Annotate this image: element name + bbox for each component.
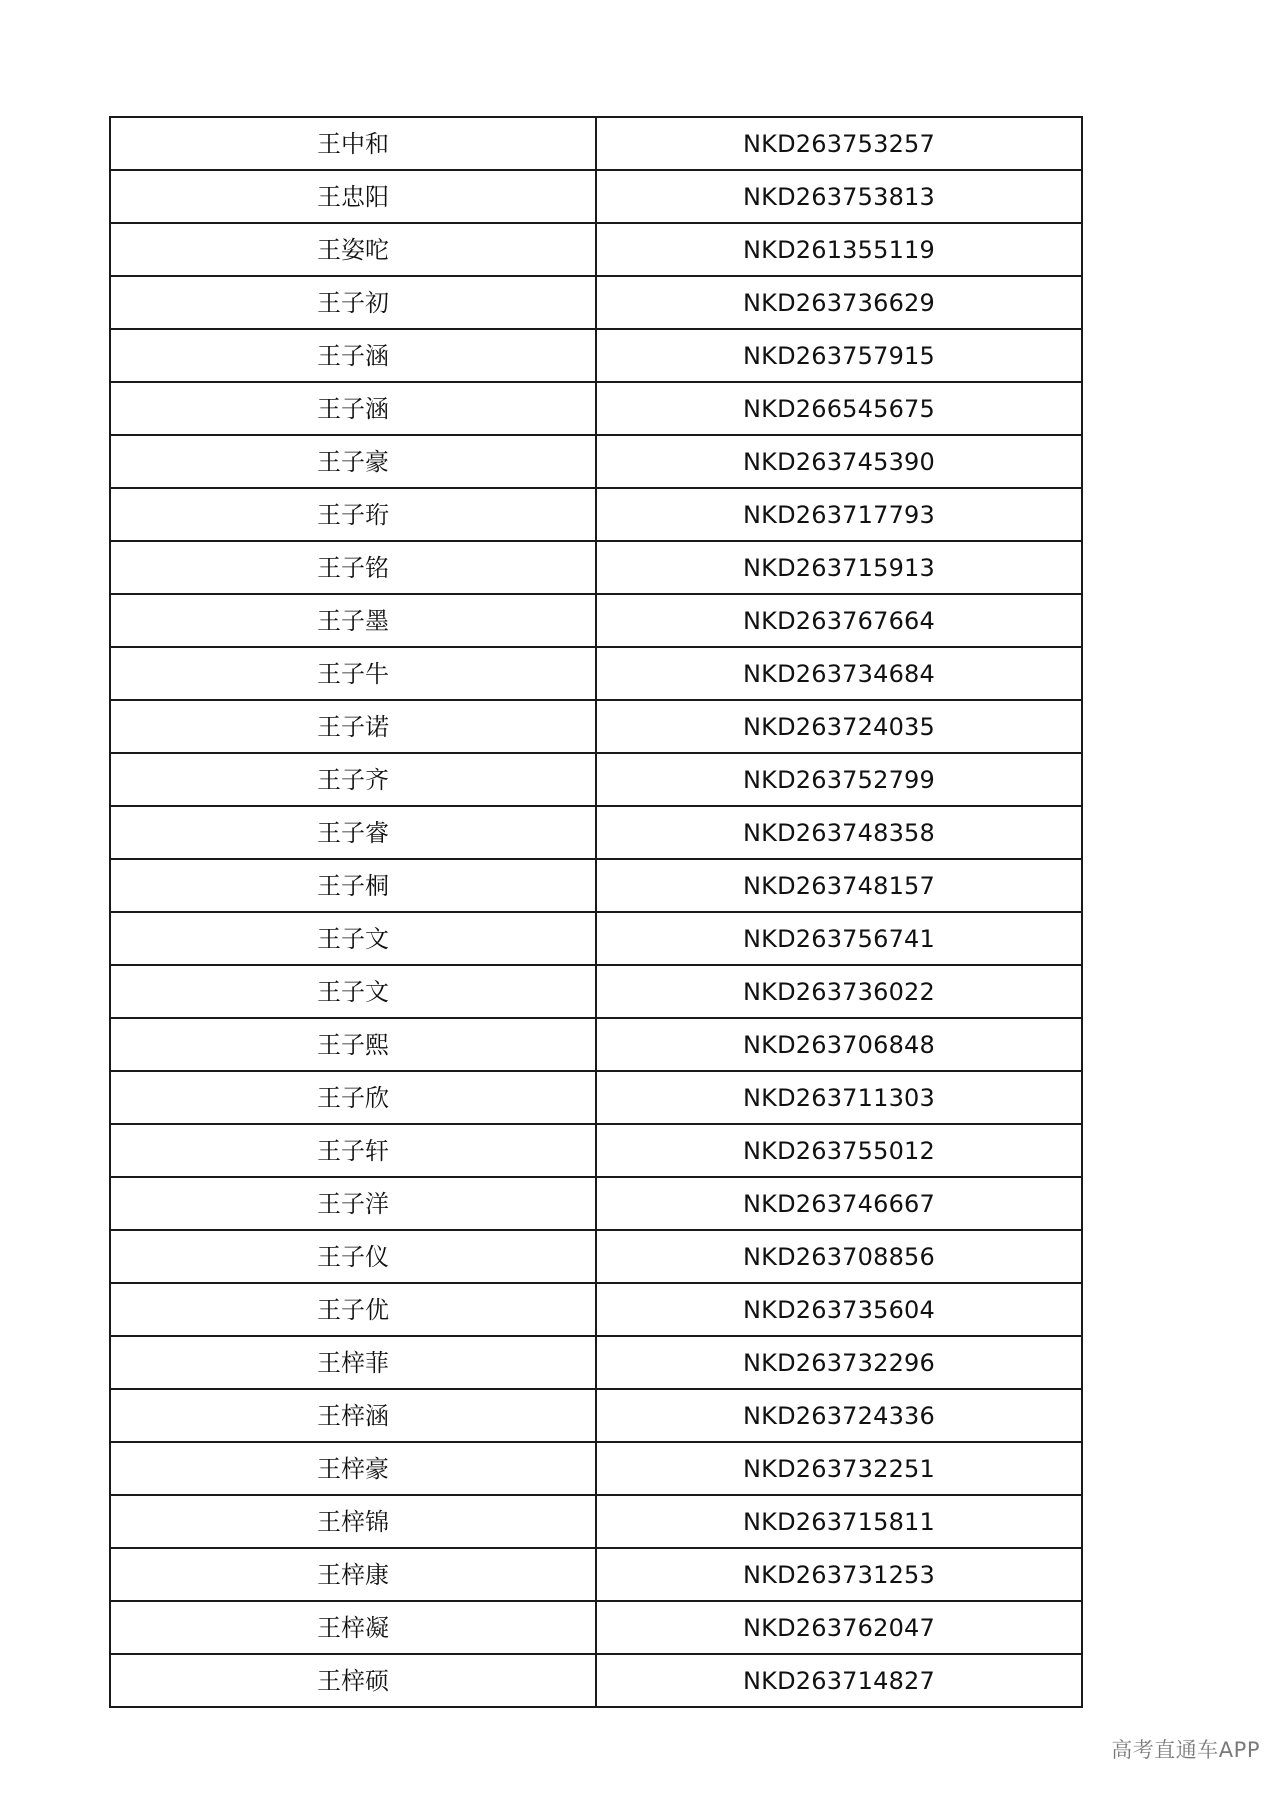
table-row bbox=[110, 329, 1082, 382]
name-cell: 王梓豪 bbox=[110, 1442, 596, 1495]
name-cell: 王子轩 bbox=[110, 1124, 596, 1177]
id-cell: NKD263708856 bbox=[596, 1230, 1082, 1283]
table-row bbox=[110, 912, 1082, 965]
id-cell: NKD263711303 bbox=[596, 1071, 1082, 1124]
id-cell: NKD263753257 bbox=[596, 117, 1082, 170]
name-cell: 王子桐 bbox=[110, 859, 596, 912]
id-cell: NKD263732251 bbox=[596, 1442, 1082, 1495]
name-cell: 王子豪 bbox=[110, 435, 596, 488]
table-row bbox=[110, 1654, 1082, 1707]
name-cell: 王子熙 bbox=[110, 1018, 596, 1071]
id-cell: NKD263748358 bbox=[596, 806, 1082, 859]
name-cell: 王梓锦 bbox=[110, 1495, 596, 1548]
id-cell: NKD263736022 bbox=[596, 965, 1082, 1018]
name-cell: 王梓菲 bbox=[110, 1336, 596, 1389]
id-cell: NKD263706848 bbox=[596, 1018, 1082, 1071]
id-cell: NKD263736629 bbox=[596, 276, 1082, 329]
name-cell: 王梓涵 bbox=[110, 1389, 596, 1442]
table-row bbox=[110, 382, 1082, 435]
name-cell: 王子牛 bbox=[110, 647, 596, 700]
table-row bbox=[110, 1601, 1082, 1654]
id-cell: NKD263762047 bbox=[596, 1601, 1082, 1654]
table-row bbox=[110, 1495, 1082, 1548]
id-cell: NKD261355119 bbox=[596, 223, 1082, 276]
id-cell: NKD263715811 bbox=[596, 1495, 1082, 1548]
roster-table-body bbox=[110, 117, 1082, 1707]
name-cell: 王子仪 bbox=[110, 1230, 596, 1283]
table-row bbox=[110, 1177, 1082, 1230]
table-row bbox=[110, 1336, 1082, 1389]
table-row bbox=[110, 276, 1082, 329]
name-cell: 王子墨 bbox=[110, 594, 596, 647]
name-cell: 王子齐 bbox=[110, 753, 596, 806]
name-cell: 王子珩 bbox=[110, 488, 596, 541]
table-row bbox=[110, 647, 1082, 700]
table-row bbox=[110, 859, 1082, 912]
table-row bbox=[110, 806, 1082, 859]
id-cell: NKD263717793 bbox=[596, 488, 1082, 541]
table-row bbox=[110, 1283, 1082, 1336]
table-row bbox=[110, 435, 1082, 488]
id-cell: NKD263757915 bbox=[596, 329, 1082, 382]
name-cell: 王子铭 bbox=[110, 541, 596, 594]
id-cell: NKD263746667 bbox=[596, 1177, 1082, 1230]
table-row bbox=[110, 1548, 1082, 1601]
name-cell: 王梓凝 bbox=[110, 1601, 596, 1654]
name-cell: 王子涵 bbox=[110, 329, 596, 382]
id-cell: NKD263724035 bbox=[596, 700, 1082, 753]
id-cell: NKD263767664 bbox=[596, 594, 1082, 647]
id-cell: NKD263748157 bbox=[596, 859, 1082, 912]
table-row bbox=[110, 541, 1082, 594]
table-row bbox=[110, 488, 1082, 541]
table-row bbox=[110, 1018, 1082, 1071]
table-row bbox=[110, 1124, 1082, 1177]
roster-table bbox=[109, 116, 1083, 1708]
name-cell: 王子初 bbox=[110, 276, 596, 329]
id-cell: NKD263714827 bbox=[596, 1654, 1082, 1707]
id-cell: NKD263732296 bbox=[596, 1336, 1082, 1389]
name-cell: 王子诺 bbox=[110, 700, 596, 753]
name-cell: 王子洋 bbox=[110, 1177, 596, 1230]
name-cell: 王子欣 bbox=[110, 1071, 596, 1124]
id-cell: NKD263752799 bbox=[596, 753, 1082, 806]
id-cell: NKD263731253 bbox=[596, 1548, 1082, 1601]
name-cell: 王子涵 bbox=[110, 382, 596, 435]
table-row bbox=[110, 1442, 1082, 1495]
id-cell: NKD263745390 bbox=[596, 435, 1082, 488]
name-cell: 王子文 bbox=[110, 912, 596, 965]
name-cell: 王梓康 bbox=[110, 1548, 596, 1601]
name-cell: 王中和 bbox=[110, 117, 596, 170]
table-row bbox=[110, 965, 1082, 1018]
table-row bbox=[110, 170, 1082, 223]
id-cell: NKD266545675 bbox=[596, 382, 1082, 435]
name-cell: 王子睿 bbox=[110, 806, 596, 859]
name-cell: 王姿咜 bbox=[110, 223, 596, 276]
table-row bbox=[110, 700, 1082, 753]
id-cell: NKD263715913 bbox=[596, 541, 1082, 594]
id-cell: NKD263756741 bbox=[596, 912, 1082, 965]
table-row bbox=[110, 223, 1082, 276]
table-row bbox=[110, 753, 1082, 806]
id-cell: NKD263724336 bbox=[596, 1389, 1082, 1442]
table-row bbox=[110, 1230, 1082, 1283]
watermark: 高考直通车APP bbox=[1111, 1738, 1260, 1762]
name-cell: 王梓硕 bbox=[110, 1654, 596, 1707]
name-cell: 王子文 bbox=[110, 965, 596, 1018]
table-row bbox=[110, 117, 1082, 170]
id-cell: NKD263734684 bbox=[596, 647, 1082, 700]
id-cell: NKD263753813 bbox=[596, 170, 1082, 223]
table-row bbox=[110, 1071, 1082, 1124]
name-cell: 王忠阳 bbox=[110, 170, 596, 223]
table-row bbox=[110, 594, 1082, 647]
id-cell: NKD263735604 bbox=[596, 1283, 1082, 1336]
table-row bbox=[110, 1389, 1082, 1442]
name-cell: 王子优 bbox=[110, 1283, 596, 1336]
id-cell: NKD263755012 bbox=[596, 1124, 1082, 1177]
